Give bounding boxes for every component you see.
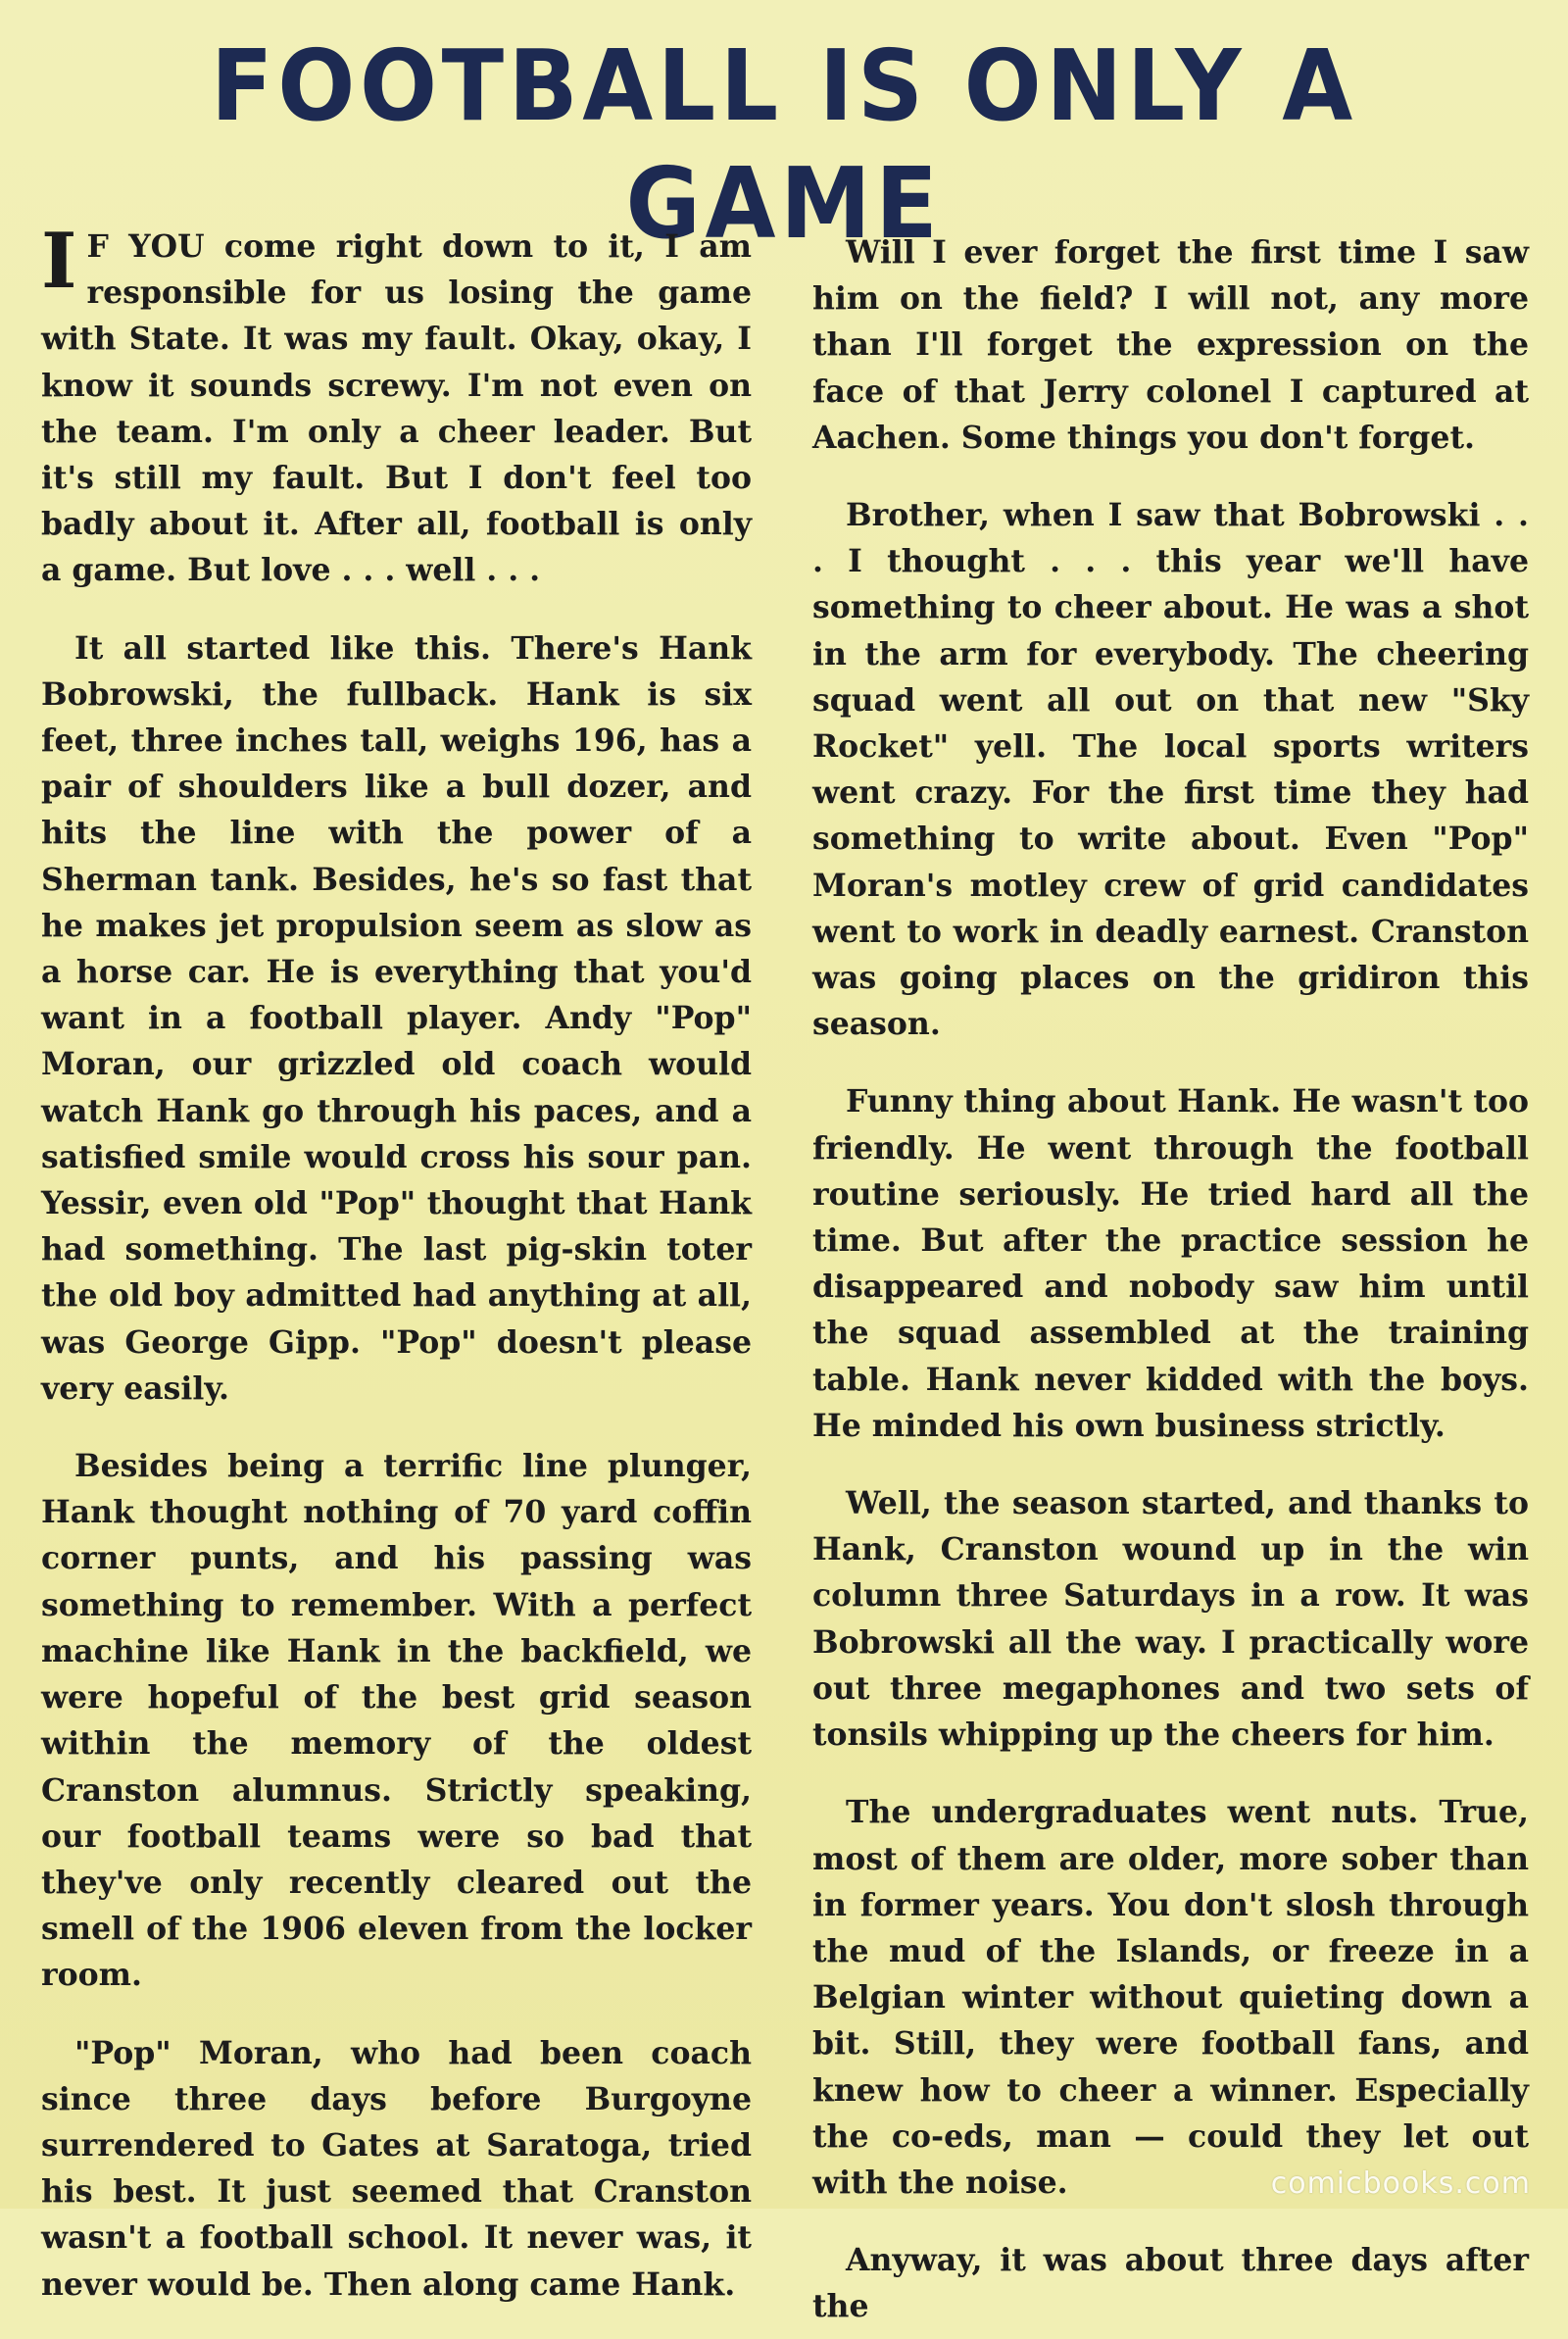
paragraph-continued: Anyway, it was about three days after the: [812, 2242, 1529, 2325]
drop-cap-letter: I: [41, 217, 77, 306]
paragraph: The undergraduates went nuts. True, most of them are older, more sober than in former years. You don't slosh through the mud of the Islands, or freeze in a Belgian winter without quieting down a bit. Still, they were football fans, and knew how to cheer a winner. Especially the co-eds, man — could they let out with the noise.: [812, 1794, 1529, 2201]
paragraph: Well, the season started, and thanks to Hank, Cranston wound up in the win column three Saturdays in a row. It was Bobrowski all the way. I practically wore out three megaphones and two sets of tonsils whipping up the cheers for him.: [812, 1485, 1529, 1754]
right-text-column: [812, 229, 1529, 2330]
paragraph: Brother, when I saw that Bobrowski . . . I thought . . . this year we'll have something to cheer about. He was a shot in the arm for everybody. The cheering squad went all out on that new "Sky Rocket" yell. The local sports writers went crazy. For the first time they had something to write about. Even "Pop" Moran's motley crew of grid candidates went to work in deadly earnest. Cranston was going places on the gridiron this season.: [812, 497, 1529, 1043]
paragraph: "Pop" Moran, who had been coach since three days before Burgoyne surrendered to Gates at Saratoga, tried his best. It just seemed that Cranston wasn't a football school. It never was, it never would be. Then along came Hank.: [41, 2034, 752, 2303]
paragraph-text: F YOU come right down to it, I am responsible for us losing the game with State. It was my fault. Okay, okay, I know it sounds screwy. I'm not even on the team. I'm only a cheer leader. But it's still my fault. But I don't feel too badly about it. After all, football is only a game. But love . . . well . . .: [41, 228, 752, 589]
story-title: FOOTBALL IS ONLY A GAME: [211, 28, 1357, 261]
site-watermark: comicbooks.com: [1270, 2166, 1531, 2201]
paragraph: Besides being a terrific line plunger, Hank thought nothing of 70 yard coffin corner punts, and his passing was something to remember. With a perfect machine like Hank in the backfield, we were hopeful of the best grid season within the memory of the oldest Cranston alumnus. Strictly speaking, our football teams were so bad that they've only recently cleared out the smell of the 1906 eleven from the locker room.: [41, 1448, 752, 1994]
paragraph: [41, 217, 752, 594]
paragraph: Will I ever forget the first time I saw him on the field? I will not, any more than I'll forget the expression on the face of that Jerry colonel I captured at Aachen. Some things you don't forget.: [812, 234, 1529, 456]
left-text-column: [41, 217, 752, 2339]
paragraph: Funny thing about Hank. He wasn't too friendly. He went through the football routine seriously. He tried hard all the time. But after the practice session he disappeared and nobody saw him until the squad assembled at the training table. Hank never kidded with the boys. He minded his own business strictly.: [812, 1083, 1529, 1444]
paragraph: It all started like this. There's Hank Bobrowski, the fullback. Hank is six feet, three inches tall, weighs 196, has a pair of shoulders like a bull dozer, and hits the line with the power of a Sherman tank. Besides, he's so fast that he makes jet propulsion seem as slow as a horse car. He is everything that you'd want in a football player. Andy "Pop" Moran, our grizzled old coach would watch Hank go through his paces, and a satisfied smile would cross his sour pan. Yessir, even old "Pop" thought that Hank had something. The last pig-skin toter the old boy admitted had anything at all, was George Gipp. "Pop" doesn't please very easily.: [41, 629, 752, 1407]
